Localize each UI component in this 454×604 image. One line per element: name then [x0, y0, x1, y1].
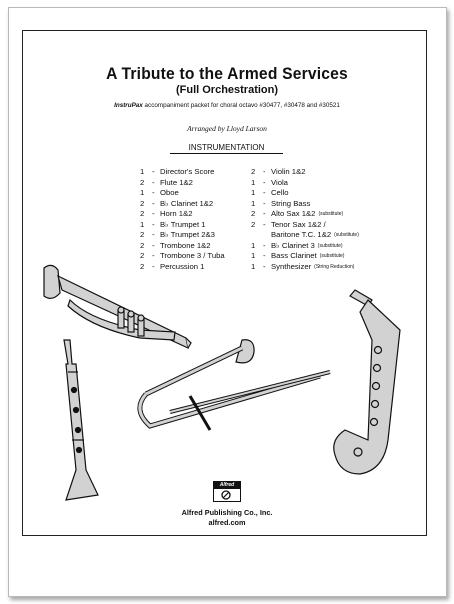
item-quantity: 2 — [140, 261, 145, 271]
item-name: Bass Clarinet — [271, 251, 317, 260]
item-name: Oboe — [160, 188, 179, 197]
item-quantity: 2 — [140, 209, 145, 218]
item-name: Cello — [271, 188, 289, 197]
list-item: 2 - Flute 1&2 — [140, 177, 193, 187]
item-quantity: 1 — [251, 251, 256, 260]
list-item: 2 - B♭ Clarinet 1&2 — [140, 198, 214, 208]
list-item: 2 - Trombone 1&2 — [140, 240, 211, 250]
item-quantity: 2 — [251, 167, 256, 176]
item-note: (substitute) — [318, 211, 344, 217]
list-item: 2 - Horn 1&2 — [140, 209, 193, 218]
list-item: 1 - Director's Score — [140, 167, 215, 176]
instrumentation-right-column — [251, 167, 359, 272]
item-quantity: 2 — [140, 251, 145, 260]
alfred-logo — [213, 481, 241, 502]
item-quantity: 2 — [140, 177, 145, 187]
item-name: String Bass — [271, 198, 311, 208]
trumpet-icon — [44, 265, 191, 348]
item-quantity: 2 — [251, 219, 256, 229]
item-name: Violin 1&2 — [271, 167, 306, 176]
list-item: 1 - Bass Clarinet (substitute) — [251, 251, 345, 260]
item-name: Viola — [271, 177, 288, 187]
item-name: B♭ Clarinet 1&2 — [160, 198, 214, 208]
item-quantity: 1 — [251, 261, 256, 271]
clarinet-icon — [64, 340, 98, 500]
item-quantity: 1 — [251, 177, 256, 187]
page-title: A Tribute to the Armed Services — [106, 64, 348, 83]
list-item: 1 - Cello — [251, 188, 289, 197]
item-name: Synthesizer — [271, 261, 312, 271]
list-item — [251, 230, 359, 241]
publisher-website: alfred.com — [208, 518, 246, 527]
item-note: (String Reduction) — [314, 263, 355, 270]
list-item: 1 - B♭ Trumpet 1 — [140, 219, 206, 229]
saxophone-icon — [334, 290, 400, 474]
item-quantity: 2 — [140, 230, 145, 239]
instrumentation-heading: INSTRUMENTATION — [170, 143, 283, 154]
list-item: 1 - B♭ Clarinet 3 (substitute) — [251, 240, 343, 250]
list-item: 2 - Alto Sax 1&2 (substitute) — [251, 209, 344, 218]
page-subtitle: (Full Orchestration) — [175, 84, 279, 96]
publisher-name: Alfred Publishing Co., Inc. — [181, 508, 273, 517]
list-item: 1 - Viola — [251, 177, 288, 187]
item-name: B♭ Trumpet 2&3 — [160, 230, 215, 239]
list-item: 2 - Tenor Sax 1&2 / — [251, 219, 326, 229]
item-quantity: 2 — [140, 240, 145, 250]
instrumentation-left-column — [140, 167, 225, 272]
item-quantity: 1 — [140, 219, 145, 229]
item-quantity: 1 — [140, 167, 145, 176]
item-name: Director's Score — [160, 167, 215, 176]
item-quantity: 2 — [251, 209, 256, 218]
item-note: (substitute) — [317, 242, 343, 249]
item-name: Trombone 3 / Tuba — [160, 251, 225, 260]
item-quantity: 1 — [251, 188, 256, 197]
item-name: Baritone T.C. 1&2 — [271, 230, 332, 239]
item-quantity: 1 — [251, 240, 256, 250]
item-name: Flute 1&2 — [160, 177, 193, 187]
item-note: (substitute) — [319, 253, 345, 259]
item-name: Horn 1&2 — [160, 209, 193, 218]
item-quantity: 1 — [140, 188, 145, 197]
item-name: B♭ Trumpet 1 — [160, 219, 206, 229]
package-brand: InstruPax — [114, 102, 143, 109]
logo-mark-icon — [221, 490, 231, 500]
item-note: (substitute) — [334, 232, 359, 238]
package-description — [0, 102, 454, 109]
item-name: Alto Sax 1&2 — [271, 209, 316, 218]
package-text: accompaniment packet for choral octavo #30477, #30478 and #30521 — [144, 102, 340, 109]
list-item: 1 - Oboe — [140, 188, 179, 197]
list-item: 2 - Trombone 3 / Tuba — [140, 251, 225, 260]
list-item: 1 - Synthesizer (String Reduction) — [251, 261, 355, 271]
arranger-credit: Arranged by Lloyd Larson — [187, 124, 267, 133]
list-item: 2 - Percussion 1 — [140, 261, 205, 271]
item-name: Percussion 1 — [160, 261, 205, 271]
item-name: B♭ Clarinet 3 — [271, 240, 315, 250]
logo-text: Alfred — [214, 482, 240, 489]
item-name: Trombone 1&2 — [160, 240, 211, 250]
item-quantity: 2 — [140, 198, 145, 208]
list-item: 2 - Violin 1&2 — [251, 167, 306, 176]
list-item: 2 - B♭ Trumpet 2&3 — [140, 230, 215, 239]
item-quantity: 1 — [251, 198, 256, 208]
item-name: Tenor Sax 1&2 / — [271, 219, 326, 229]
list-item: 1 - String Bass — [251, 198, 311, 208]
trombone-icon — [140, 340, 330, 430]
